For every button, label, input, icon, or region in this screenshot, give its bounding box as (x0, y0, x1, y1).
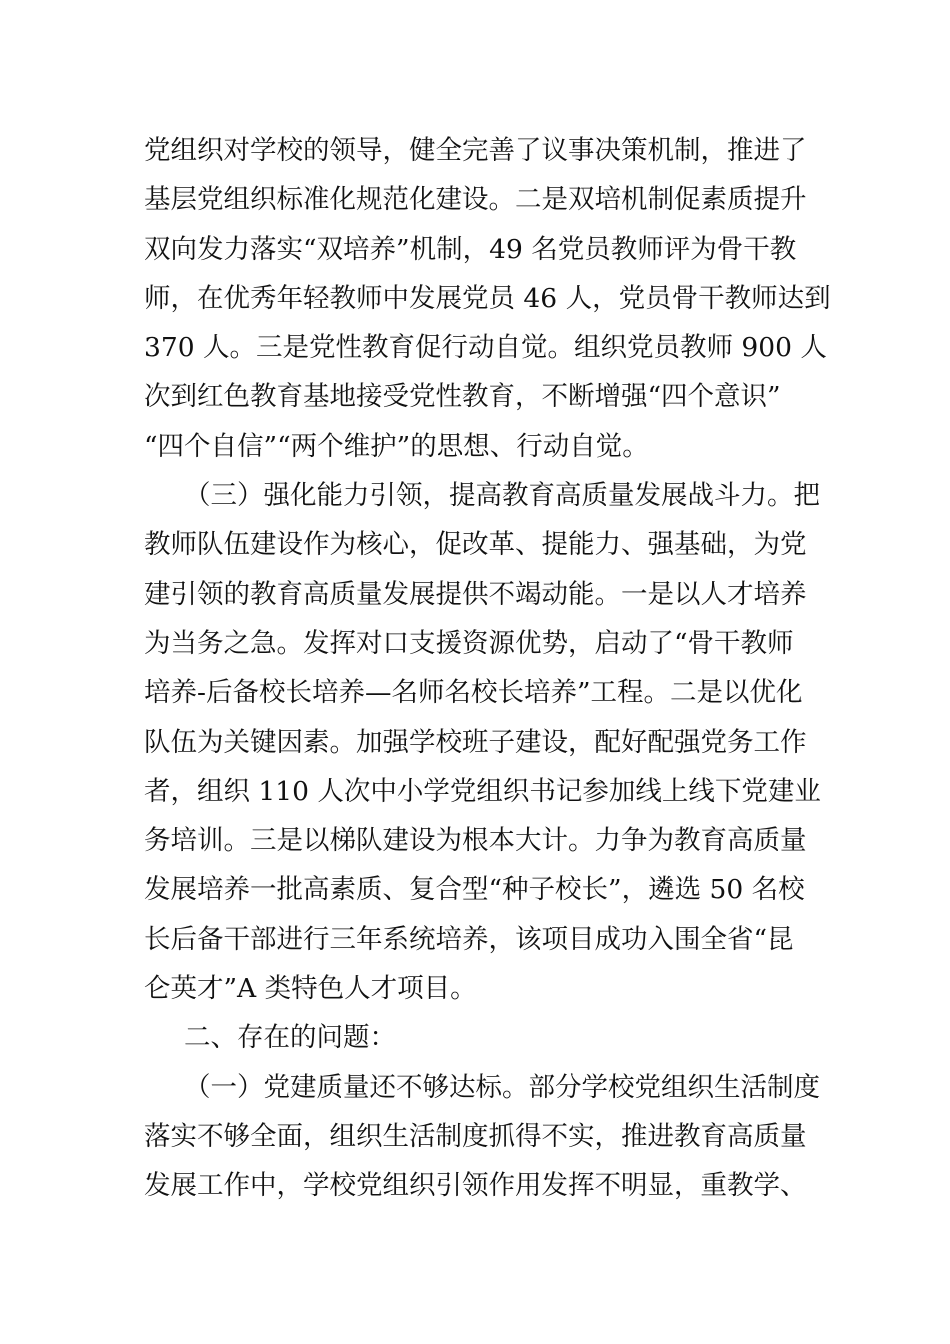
text-line: 队伍为关键因素。加强学校班子建设，配好配强党务工作 (144, 726, 807, 758)
section-heading-line: （三）强化能力引领，提高教育高质量发展战斗力。把 (184, 480, 820, 512)
section-heading-line: （一）党建质量还不够达标。部分学校党组织生活制度 (184, 1071, 820, 1103)
body-text (144, 126, 831, 1211)
text-line: 发展工作中，学校党组织引领作用发挥不明显，重教学、 (144, 1170, 807, 1202)
text-line: 仑英才”A 类特色人才项目。 (144, 973, 477, 1005)
text-line: 370 人。三是党性教育促行动自觉。组织党员教师 900 人 (144, 332, 827, 364)
text-line: 教师队伍建设作为核心，促改革、提能力、强基础，为党 (144, 529, 807, 561)
text-line: 基层党组织标准化规范化建设。二是双培机制促素质提升 (144, 184, 807, 216)
text-line: 建引领的教育高质量发展提供不竭动能。一是以人才培养 (144, 578, 807, 610)
text-line: 落实不够全面，组织生活制度抓得不实，推进教育高质量 (144, 1120, 807, 1152)
text-line: 党组织对学校的领导，健全完善了议事决策机制，推进了 (144, 135, 807, 166)
text-line: 长后备干部进行三年系统培养，该项目成功入围全省“昆 (144, 923, 794, 955)
text-line: 培养-后备校长培养—名师名校长培养”工程。二是以优化 (144, 677, 803, 709)
text-line: 发展培养一批高素质、复合型“种子校长”，遴选 50 名校 (144, 874, 805, 906)
section-heading-line: 二、存在的问题： (184, 1022, 396, 1054)
text-line: 次到红色教育基地接受党性教育，不断增强“四个意识” (144, 381, 781, 413)
text-line: 双向发力落实“双培养”机制，49 名党员教师评为骨干教 (144, 233, 797, 265)
text-line: 务培训。三是以梯队建设为根本大计。力争为教育高质量 (144, 825, 807, 857)
text-line: 为当务之急。发挥对口支援资源优势，启动了“骨干教师 (144, 627, 794, 659)
text-line: 者，组织 110 人次中小学党组织书记参加线上线下党建业 (144, 775, 821, 807)
text-line: 师，在优秀年轻教师中发展党员 46 人，党员骨干教师达到 (144, 282, 831, 314)
text-line: “四个自信”“两个维护”的思想、行动自觉。 (144, 430, 649, 462)
